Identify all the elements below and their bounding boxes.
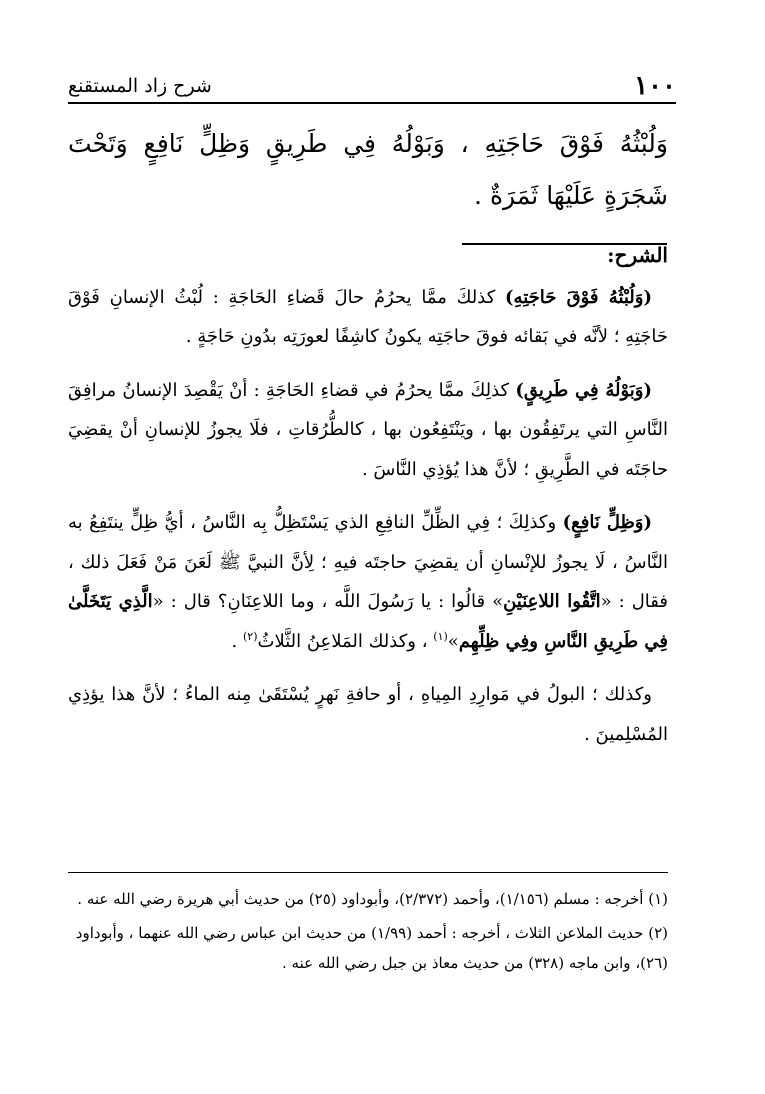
paragraph-3-text-c: » (447, 630, 459, 652)
paragraph-1 (68, 278, 668, 357)
book-title: شرح زاد المستقنع (68, 75, 212, 97)
matn-text: وَلُبْثُهُ فَوْقَ حَاجَتِهِ ، وَبَوْلُهُ فِي طَرِيقٍ وَظِلٍّ نَافِعٍ وَتَحْتَ شَجَرَةٍ عَلَيْهَا ثَمَرَةٌ . (68, 129, 668, 210)
footnote-2: (٢) حديث الملاعن الثلاث ، أخرجه : أحمد (١/٩٩) من حديث ابن عباس رضي الله عنهما ، وأبوداود (٢٦)، وابن ماجه (٣٢٨) من حديث معاذ بن جبل رضي الله عنه . (75, 924, 668, 972)
hadith-quote-2: الَّذِي يَتَخَلَّىٰ فِي طَرِيقِ النَّاسِ وفِي ظِلِّهِم (68, 591, 668, 652)
paragraph-3-text-a: وكذلِكَ ؛ فِي الظِّلِّ النافِعِ الذي يَسْتَظِلُّ بِه النَّاسُ ، أيُّ ظِلٍّ ينتَفِعُ به النَّاسُ ، لَا يجوزُ للإنْسانِ أن يقضِيَ حاجتَه فيهِ ؛ لِأنَّ النبيَّ ﷺ لَعَنَ مَنْ فَعَلَ ذلك ، فقال : « (68, 512, 669, 612)
paragraph-3-text-e: . (231, 630, 243, 652)
running-header (68, 66, 676, 104)
footnote-ref-1[interactable]: (١) (433, 629, 448, 643)
paragraph-4 (68, 675, 668, 754)
commentary-heading: الشرح: (607, 243, 668, 267)
paragraph-2-lemma: (وَبَوْلُهُ فِي طَرِيقٍ) (515, 379, 652, 401)
page-number: ١٠٠ (634, 71, 676, 101)
paragraph-3-text-b: » قالُوا : يا رَسُولَ اللَّه ، وما اللاعِنَانِ؟ قال : « (152, 591, 504, 612)
footnote-ref-2[interactable]: (٢) (243, 629, 258, 643)
paragraph-2 (68, 371, 668, 490)
paragraph-3-lemma: (وَظِلٍّ نَافِعٍ) (562, 512, 652, 533)
paragraph-1-lemma: (وَلُبْثُهُ فَوْقَ حَاجَتِهِ) (505, 286, 653, 308)
commentary (68, 236, 668, 768)
paragraph-3 (68, 503, 668, 661)
paragraph-1-text: كذلكَ ممَّا يحرُمُ حالَ قَضاءِ الحَاجَةِ : لُبْثُ الإنسانِ فَوْقَ حَاجَتِهِ ؛ لأنَّه في بَقائه فوقَ حاجَتِه يكونُ كاشِفًا لعورَتِه بدُونِ حَاجَةٍ . (68, 286, 668, 347)
paragraph-3-text-d: ، وكذلك المَلاعِنُ الثَّلاثُ (257, 630, 434, 652)
paragraph-2-text: كذلِكَ ممَّا يحرُمُ في قضاءِ الحَاجَةِ : أنْ يَقْصِدَ الإنسانُ مرافِقَ النَّاسِ التي يرتَفِقُون بها ، ويَنْتَفِعُون بها ، كالطُّرُقاتِ ، فلَا يجوزُ للإنسانِ أنْ يقضِيَ حاجَتَه في الطَّرِيقِ ؛ لأنَّ هذا يُؤذِي النَّاسَ . (68, 379, 668, 480)
footnote-divider (68, 872, 668, 873)
hadith-quote-1: اتَّقُوا اللاعِنَيْنِ (503, 591, 601, 612)
footnote-1: (١) أخرجه : مسلم (١/١٥٦)، وأحمد (٢/٣٧٢)، وأبوداود (٢٥) من حديث أبي هريرة رضي الله عنه . (77, 890, 668, 908)
footnotes (68, 884, 668, 982)
paragraph-4-text: وكذلك ؛ البولُ في مَوارِدِ المِياهِ ، أو حافةِ نَهرٍ يُسْتَقَىٰ مِنه الماءُ ؛ لأنَّ هذا يؤذِي المُسْلِمينَ . (68, 684, 668, 745)
